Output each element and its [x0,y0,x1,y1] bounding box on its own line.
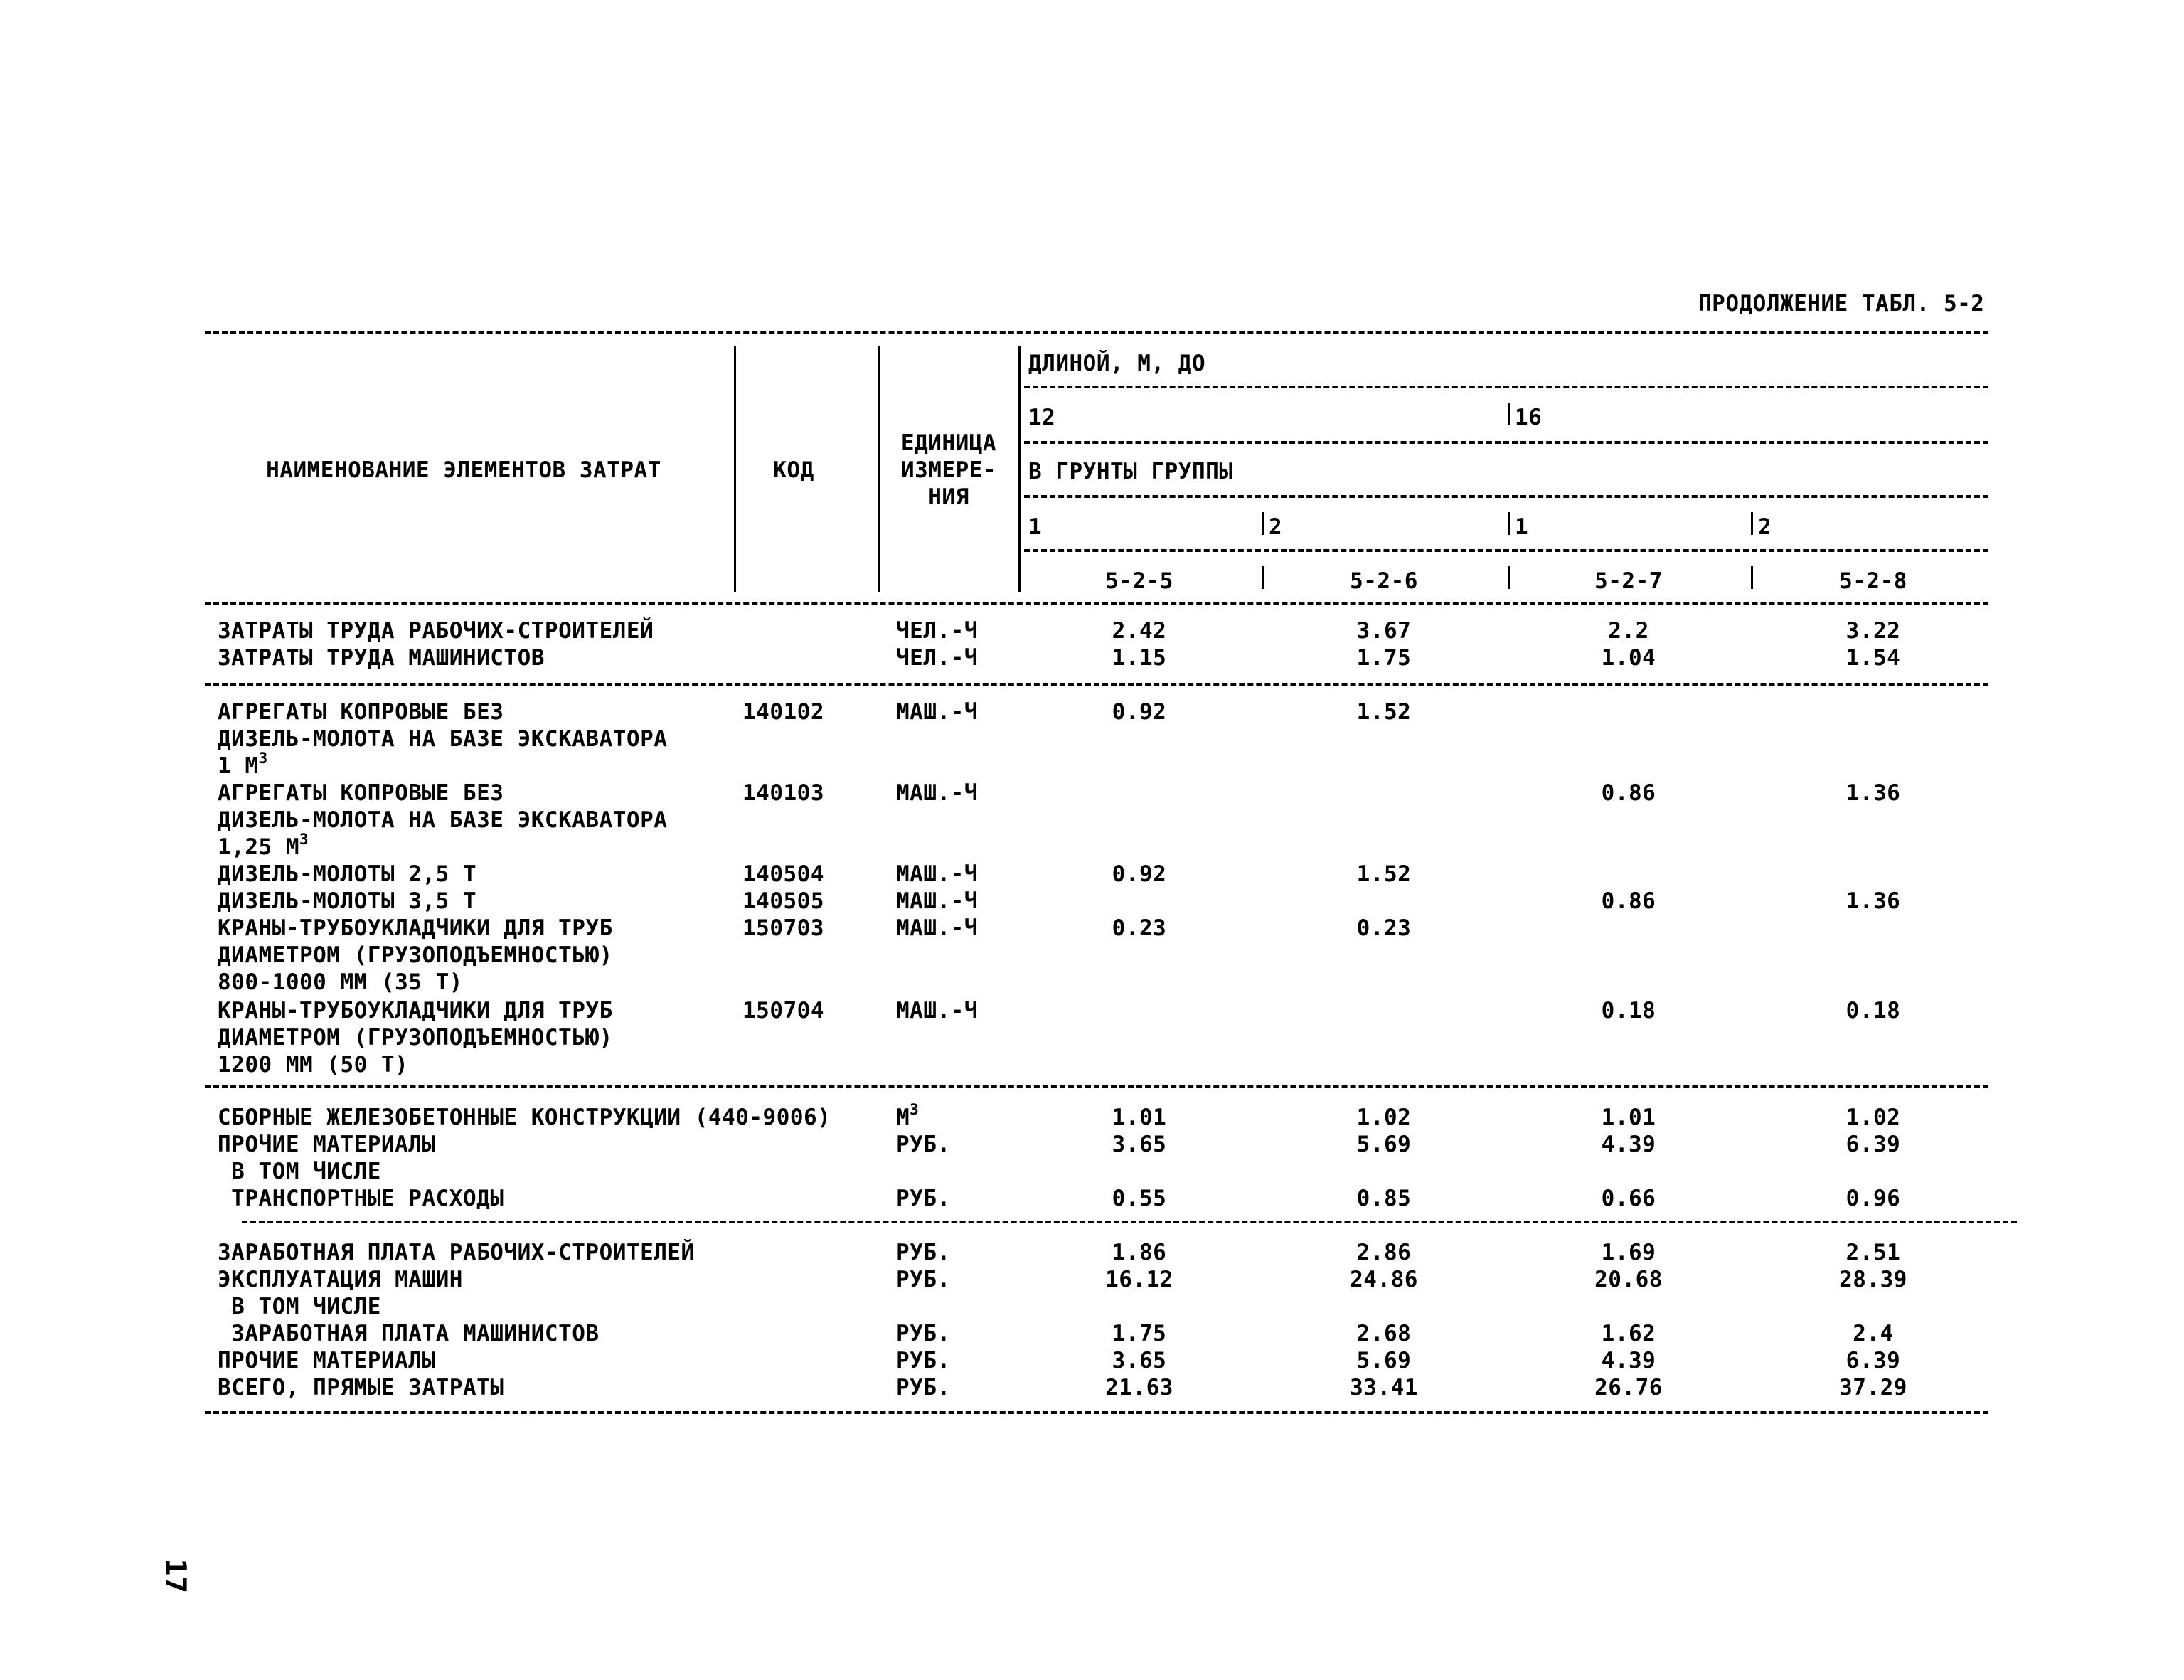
labor-row2-v3: 1.04 [1601,645,1656,671]
cost-4-v4: 2.4 [1853,1321,1894,1346]
machine-6-line3: 1200 ММ (50 Т) [218,1052,409,1078]
header-unit-line2: ИЗМЕРЕ- [900,457,997,483]
cost-6-v1: 21.63 [1105,1375,1173,1400]
material-2-v1: 3.65 [1112,1132,1167,1157]
superscript-3: 3 [299,831,309,848]
cost-2-v2: 24.86 [1350,1267,1418,1292]
page-number: 17 [159,1558,192,1594]
cost-6-unit: РУБ. [896,1375,951,1400]
cost-5-name: ПРОЧИЕ МАТЕРИАЛЫ [218,1348,436,1373]
machine-6-line1: КРАНЫ-ТРУБОУКЛАДЧИКИ ДЛЯ ТРУБ [218,998,613,1024]
machine-6-v3: 0.18 [1601,998,1656,1024]
machine-3-v1: 0.92 [1112,861,1167,887]
labor-row1-v1: 2.42 [1112,618,1167,644]
header-group-1b: 1 [1515,514,1529,540]
tick-grp2b [1751,512,1753,535]
material-2-unit: РУБ. [896,1132,951,1157]
machine-5-unit: МАШ.-Ч [896,915,978,941]
machine-6-line2: ДИАМЕТРОМ (ГРУЗОПОДЪЕМНОСТЬЮ) [218,1025,613,1051]
rule-bottom [205,1411,1988,1414]
labor-row2-v1: 1.15 [1112,645,1167,671]
machine-1-v2: 1.52 [1356,699,1412,725]
material-4-unit: РУБ. [896,1186,951,1211]
cost-1-v1: 1.86 [1112,1240,1167,1265]
cost-2-v3: 20.68 [1594,1267,1663,1292]
machine-2-unit: МАШ.-Ч [896,780,978,806]
superscript-3: 3 [910,1101,920,1118]
header-group-2a: 2 [1269,514,1283,540]
header-soil-label: В ГРУНТЫ ГРУППЫ [1028,459,1233,484]
cost-3-name: В ТОМ ЧИСЛЕ [218,1294,381,1319]
machine-5-v1: 0.23 [1112,915,1167,941]
machine-4-v4: 1.36 [1845,888,1901,914]
rule-sec2 [205,1085,1988,1088]
header-group-2b: 2 [1758,514,1772,540]
machine-6-code: 150704 [742,998,824,1024]
material-4-v2: 0.85 [1356,1186,1412,1211]
rule-h3 [1024,495,1988,498]
cost-6-v3: 26.76 [1594,1375,1663,1400]
cost-4-v3: 1.62 [1601,1321,1656,1346]
rule-h1 [1024,386,1988,388]
header-code-5-2-5: 5-2-5 [1105,568,1173,594]
material-1-v2: 1.02 [1356,1105,1412,1130]
cost-2-unit: РУБ. [896,1267,951,1292]
machine-5-line1: КРАНЫ-ТРУБОУКЛАДЧИКИ ДЛЯ ТРУБ [218,915,613,941]
material-1-name: СБОРНЫЕ ЖЕЛЕЗОБЕТОННЫЕ КОНСТРУКЦИИ (440-9006) [218,1105,831,1130]
cost-6-v2: 33.41 [1350,1375,1418,1400]
header-code-col: КОД [773,457,814,483]
cost-1-name: ЗАРАБОТНАЯ ПЛАТА РАБОЧИХ-СТРОИТЕЛЕЙ [218,1240,695,1265]
labor-row1-unit: ЧЕЛ.-Ч [896,618,978,644]
machine-4-unit: МАШ.-Ч [896,888,978,914]
material-1-unit: $М^3$ [896,1101,920,1130]
machine-2-line3: 1,25 $М^3$ [218,831,309,860]
cost-4-name: ЗАРАБОТНАЯ ПЛАТА МАШИНИСТОВ [218,1321,600,1346]
cost-4-unit: РУБ. [896,1321,951,1346]
material-1-v3: 1.01 [1601,1105,1656,1130]
header-group-1a: 1 [1028,514,1043,540]
header-unit-line1: ЕДИНИЦА [900,430,997,456]
labor-row2-v4: 1.54 [1845,645,1901,671]
machine-2-code: 140103 [742,780,824,806]
material-4-v1: 0.55 [1112,1186,1167,1211]
machine-1-line1: АГРЕГАТЫ КОПРОВЫЕ БЕЗ [218,699,504,725]
machine-2-v4: 1.36 [1845,780,1901,806]
cost-4-v1: 1.75 [1112,1321,1167,1346]
machine-4-v3: 0.86 [1601,888,1656,914]
material-1-v4: 1.02 [1845,1105,1901,1130]
material-2-v2: 5.69 [1356,1132,1412,1157]
header-length-label: ДЛИНОЙ, М, ДО [1028,351,1206,376]
machine-1-line2: ДИЗЕЛЬ-МОЛОТА НА БАЗЕ ЭКСКАВАТОРА [218,726,668,752]
header-unit-line3: НИЯ [928,484,969,510]
machine-3-code: 140504 [742,861,824,887]
material-4-name: ТРАНСПОРТНЫЕ РАСХОДЫ [218,1186,504,1211]
tick-code4 [1751,566,1753,589]
cost-6-name: ВСЕГО, ПРЯМЫЕ ЗАТРАТЫ [218,1375,504,1400]
header-name-col: НАИМЕНОВАНИЕ ЭЛЕМЕНТОВ ЗАТРАТ [266,457,661,483]
rule-sec3 [242,1221,2017,1223]
machine-2-line2: ДИЗЕЛЬ-МОЛОТА НА БАЗЕ ЭКСКАВАТОРА [218,807,668,833]
labor-row2-unit: ЧЕЛ.-Ч [896,645,978,671]
labor-row1-v3: 2.2 [1608,618,1649,644]
tick-grp1b [1508,512,1510,535]
cost-5-v4: 6.39 [1845,1348,1901,1373]
machine-1-line3: 1 $М^3$ [218,750,268,779]
vbar-code-right [878,346,880,592]
cost-6-v4: 37.29 [1839,1375,1907,1400]
material-3-name: В ТОМ ЧИСЛЕ [218,1159,381,1184]
material-2-v4: 6.39 [1845,1132,1901,1157]
material-2-v3: 4.39 [1601,1132,1656,1157]
tick-code3 [1508,566,1510,589]
cost-5-v3: 4.39 [1601,1348,1656,1373]
material-4-v3: 0.66 [1601,1186,1656,1211]
cost-5-unit: РУБ. [896,1348,951,1373]
header-code-5-2-7: 5-2-7 [1594,568,1663,594]
header-length-16: 16 [1515,405,1543,430]
labor-row1-v4: 3.22 [1845,618,1901,644]
machine-5-code: 150703 [742,915,824,941]
machine-3-line1: ДИЗЕЛЬ-МОЛОТЫ 2,5 Т [218,861,477,887]
labor-row1-name: ЗАТРАТЫ ТРУДА РАБОЧИХ-СТРОИТЕЛЕЙ [218,618,654,644]
rule-h4 [1024,549,1988,552]
cost-2-v1: 16.12 [1105,1267,1173,1292]
machine-4-code: 140505 [742,888,824,914]
cost-1-unit: РУБ. [896,1240,951,1265]
cost-5-v2: 5.69 [1356,1348,1412,1373]
vbar-unit-right [1018,346,1021,592]
material-4-v4: 0.96 [1845,1186,1901,1211]
cost-2-v4: 28.39 [1839,1267,1907,1292]
machine-6-v4: 0.18 [1845,998,1901,1024]
rule-h2 [1024,441,1988,444]
labor-row2-name: ЗАТРАТЫ ТРУДА МАШИНИСТОВ [218,645,545,671]
cost-1-v4: 2.51 [1845,1240,1901,1265]
header-code-5-2-6: 5-2-6 [1350,568,1418,594]
superscript-3: 3 [258,750,268,767]
machine-1-v1: 0.92 [1112,699,1167,725]
vbar-code-left [734,346,736,592]
rule-sec1 [205,683,1988,686]
labor-row1-v2: 3.67 [1356,618,1412,644]
tick-grp2a [1262,512,1264,535]
machine-3-unit: МАШ.-Ч [896,861,978,887]
cost-5-v1: 3.65 [1112,1348,1167,1373]
tick-code2 [1262,566,1264,589]
machine-5-v2: 0.23 [1356,915,1412,941]
material-2-name: ПРОЧИЕ МАТЕРИАЛЫ [218,1132,436,1157]
cost-2-name: ЭКСПЛУАТАЦИЯ МАШИН [218,1267,463,1292]
material-1-v1: 1.01 [1112,1105,1167,1130]
rule-top [205,331,1988,334]
page-header: ПРОДОЛЖЕНИЕ ТАБЛ. 5-2 [1698,291,1985,317]
machine-2-v3: 0.86 [1601,780,1656,806]
machine-2-line1: АГРЕГАТЫ КОПРОВЫЕ БЕЗ [218,780,504,806]
tick-16 [1508,403,1510,425]
machine-1-unit: МАШ.-Ч [896,699,978,725]
labor-row2-v2: 1.75 [1356,645,1412,671]
machine-5-line2: ДИАМЕТРОМ (ГРУЗОПОДЪЕМНОСТЬЮ) [218,942,613,968]
rule-header-bottom [205,602,1988,605]
machine-6-unit: МАШ.-Ч [896,998,978,1024]
cost-1-v3: 1.69 [1601,1240,1656,1265]
machine-5-line3: 800-1000 ММ (35 Т) [218,969,463,995]
machine-3-v2: 1.52 [1356,861,1412,887]
cost-1-v2: 2.86 [1356,1240,1412,1265]
header-code-5-2-8: 5-2-8 [1839,568,1907,594]
header-length-12: 12 [1028,405,1056,430]
cost-4-v2: 2.68 [1356,1321,1412,1346]
machine-1-code: 140102 [742,699,824,725]
machine-4-line1: ДИЗЕЛЬ-МОЛОТЫ 3,5 Т [218,888,477,914]
